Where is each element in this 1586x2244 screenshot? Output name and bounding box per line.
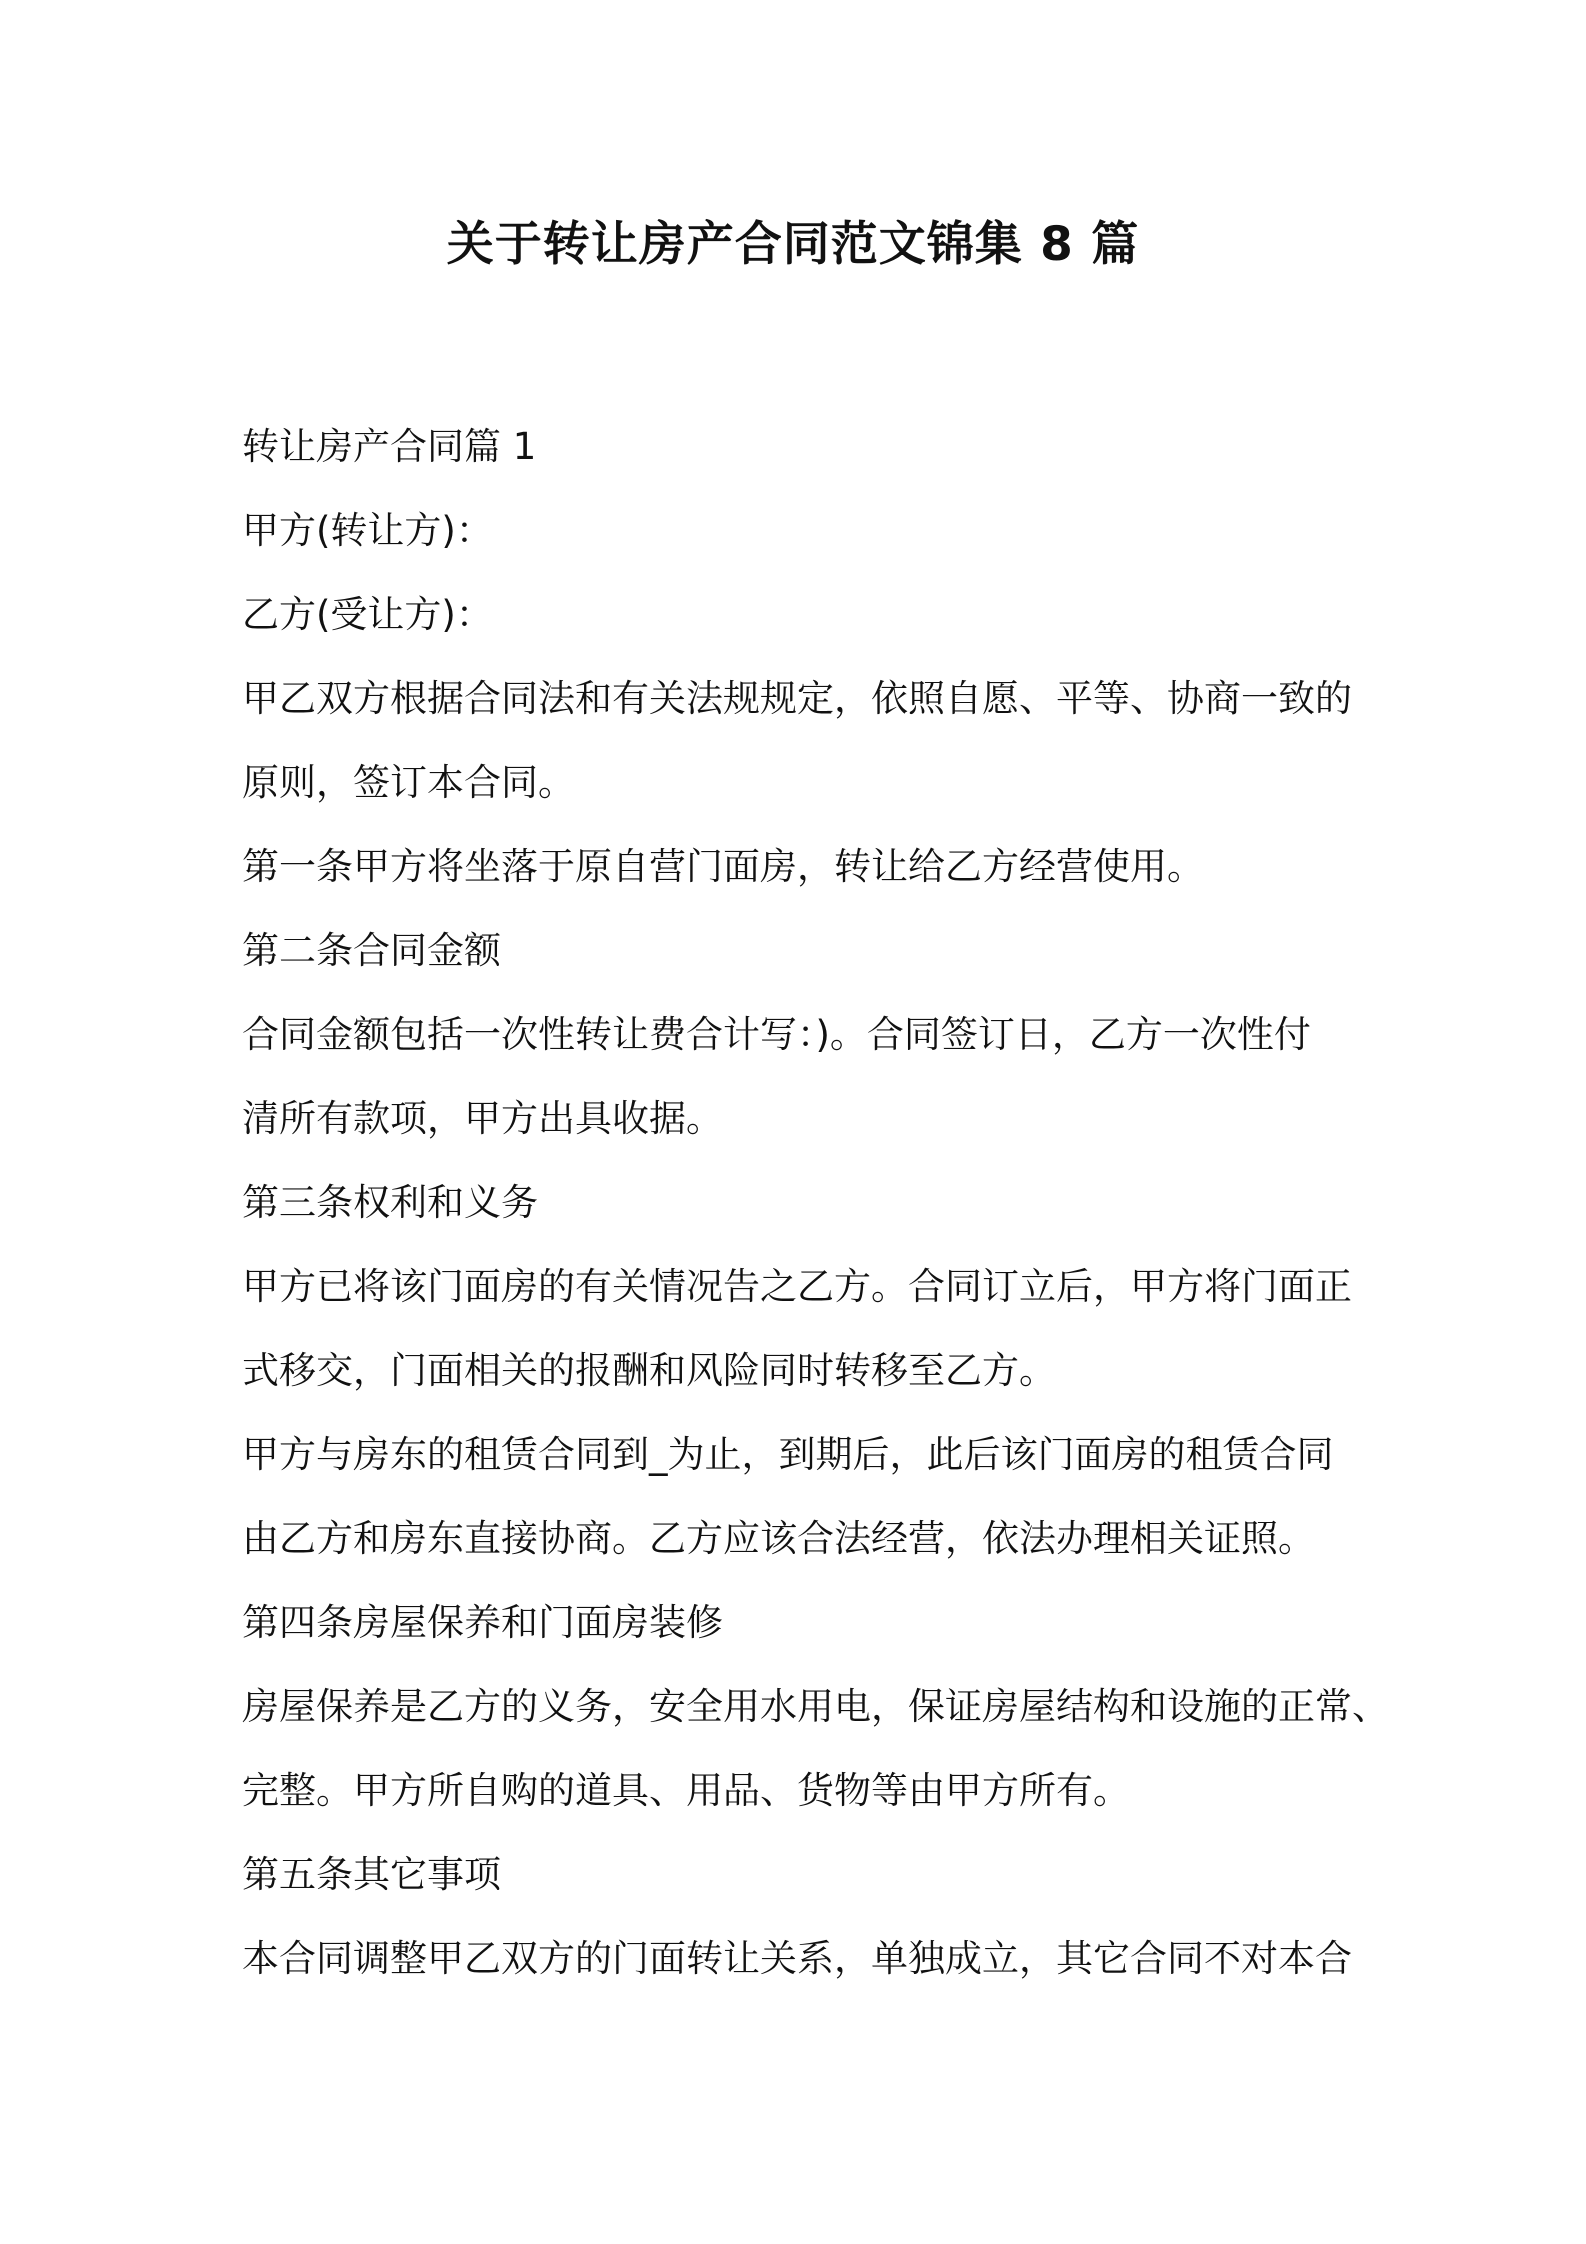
- document-title: 关于转让房产合同范文锦集 8 篇: [446, 217, 1140, 272]
- clause-heading: 第四条房屋保养和门面房装修: [242, 1601, 723, 1644]
- text-line: 甲方与房东的租赁合同到_为止，到期后，此后该门面房的租赁合同: [242, 1433, 1334, 1476]
- clause-heading: 第五条其它事项: [242, 1853, 501, 1896]
- section-heading: 转让房产合同篇 1: [242, 425, 537, 468]
- text-line: 第一条甲方将坐落于原自营门面房，转让给乙方经营使用。: [242, 845, 1204, 888]
- party-a-line: 甲方(转让方)：: [242, 509, 493, 552]
- text-line: 甲乙双方根据合同法和有关法规规定，依照自愿、平等、协商一致的: [242, 677, 1352, 720]
- text-line: 本合同调整甲乙双方的门面转让关系，单独成立，其它合同不对本合: [242, 1937, 1352, 1980]
- text-line: 甲方已将该门面房的有关情况告之乙方。合同订立后，甲方将门面正: [242, 1265, 1352, 1308]
- text-line: 由乙方和房东直接协商。乙方应该合法经营，依法办理相关证照。: [242, 1517, 1315, 1560]
- text-line: 完整。甲方所自购的道具、用品、货物等由甲方所有。: [242, 1769, 1130, 1812]
- clause-heading: 第三条权利和义务: [242, 1181, 538, 1224]
- clause-heading: 第二条合同金额: [242, 929, 501, 972]
- party-b-line: 乙方(受让方)：: [242, 593, 493, 636]
- text-line: 式移交，门面相关的报酬和风险同时转移至乙方。: [242, 1349, 1056, 1392]
- text-line: 房屋保养是乙方的义务，安全用水用电，保证房屋结构和设施的正常、: [242, 1685, 1389, 1728]
- text-line: 合同金额包括一次性转让费合计写：)。合同签订日，乙方一次性付: [242, 1013, 1311, 1056]
- text-line: 原则，签订本合同。: [242, 761, 575, 804]
- document-body: [242, 405, 1389, 2001]
- text-line: 清所有款项，甲方出具收据。: [242, 1097, 723, 1140]
